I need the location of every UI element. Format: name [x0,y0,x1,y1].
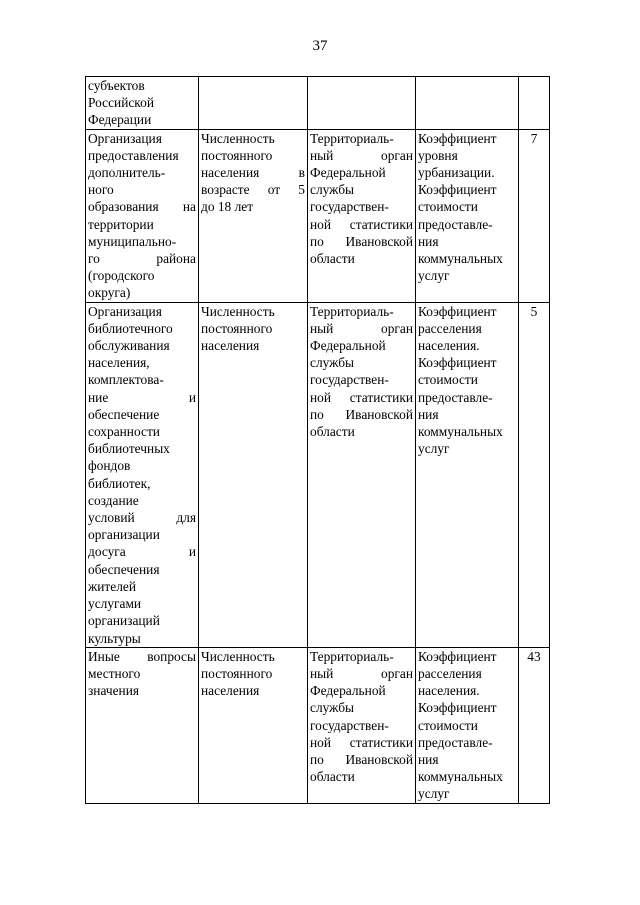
table-cell-col1 [86,129,199,302]
cell-line: ный орган [310,320,413,336]
cell-line: Коэффициент [418,700,497,716]
cell-line: ния [418,751,439,767]
cell-line: услугами [88,596,142,612]
cell-line: Федеральной [310,683,386,699]
table-cell-col1 [86,302,199,647]
table-cell-col5 [519,77,550,130]
table-cell-col3 [308,302,416,647]
cell-line: расселения [418,665,482,681]
cell-line: библиотек, [88,475,151,491]
cell-line: Численность [201,648,275,664]
cell-line: Организация [88,130,162,146]
cell-line: стоимости [418,199,478,215]
table-cell-col2 [199,129,308,302]
cell-line: службы [310,182,355,198]
cell-line: постоянного [201,665,273,681]
table-cell-col3 [308,77,416,130]
table-cell-col5: 7 [519,129,550,302]
cell-line: обеспечения [88,561,160,577]
cell-line: муниципально- [88,233,177,249]
cell-line: области [310,769,355,785]
cell-line: создание [88,492,139,508]
cell-line: жителей [88,578,137,594]
cell-line: службы [310,700,355,716]
cell-line: услуг [418,268,450,284]
cell-line: стоимости [418,372,478,388]
cell-line: ние и [88,389,196,405]
cell-line: постоянного [201,147,273,163]
cell-line: области [310,251,355,267]
cell-line: дополнитель- [88,165,166,181]
cell-line: ного [88,182,114,198]
cell-line: урбанизации. [418,165,495,181]
cell-line: территории [88,216,154,232]
cell-line: библиотечного [88,320,173,336]
cell-line: области [310,424,355,440]
cell-line: до 18 лет [201,199,254,215]
cell-line: Организация [88,303,162,319]
cell-line: Коэффициент [418,182,497,198]
cell-line: предоставле- [418,734,493,750]
cell-line: ния [418,233,439,249]
cell-line: субъектов [88,78,145,93]
cell-line: Территориаль- [310,648,394,664]
cell-line: организаций [88,613,160,629]
cell-line: фондов [88,458,131,474]
cell-line: населения. [418,683,480,699]
cell-line: услуг [418,786,450,802]
table-cell-col1 [86,77,199,130]
cell-line: Территориаль- [310,130,394,146]
cell-line: коммунальных [418,251,503,267]
cell-line: Иные вопросы [88,648,196,664]
cell-line: организации [88,527,160,543]
cell-line: Численность [201,130,275,146]
cell-line: ной статистики [310,734,413,750]
table-cell-col2 [199,77,308,130]
cell-line: ния [418,406,439,422]
cell-line: ный орган [310,665,413,681]
cell-line: досуга и [88,544,196,560]
data-table [85,76,550,804]
cell-line: населения [201,338,260,354]
cell-line: возрасте от 5 [201,182,305,198]
table-cell-col3 [308,129,416,302]
cell-line: стоимости [418,717,478,733]
cell-line: предоставле- [418,389,493,405]
table-row [86,647,550,803]
cell-line: населения. [418,338,480,354]
cell-line: значения [88,683,140,699]
cell-line: Территориаль- [310,303,394,319]
cell-line: обслуживания [88,338,170,354]
table-cell-col4 [416,77,519,130]
cell-line: Федеральной [310,338,386,354]
table-body [86,77,550,804]
cell-line: Численность [201,303,275,319]
page-number: 37 [312,38,328,54]
cell-line: населения [201,683,260,699]
cell-line: ной статистики [310,389,413,405]
table-cell-col5: 5 [519,302,550,647]
cell-line: (городского [88,268,155,284]
cell-line: населения в [201,165,305,181]
cell-line: Коэффициент [418,648,497,664]
cell-line: по Ивановской [310,406,413,422]
table-cell-col4 [416,647,519,803]
cell-line: Федерации [88,112,152,128]
cell-line: услуг [418,441,450,457]
table-row [86,302,550,647]
cell-line: библиотечных [88,441,170,457]
cell-line: коммунальных [418,769,503,785]
cell-line: постоянного [201,320,273,336]
cell-line: Коэффициент [418,303,497,319]
table-cell-col4 [416,129,519,302]
cell-line: культуры [88,630,141,646]
cell-line: предоставле- [418,216,493,232]
cell-line: государствен- [310,717,389,733]
cell-line: го района [88,251,196,267]
cell-line: Коэффициент [418,130,497,146]
cell-line: образования на [88,199,196,215]
cell-line: Российской [88,95,154,111]
cell-line: расселения [418,320,482,336]
table-cell-col3 [308,647,416,803]
table-cell-col5: 43 [519,647,550,803]
table-row [86,77,550,130]
table-cell-col2 [199,647,308,803]
cell-line: условий для [88,510,196,526]
cell-line: предоставления [88,147,179,163]
cell-line: ный орган [310,147,413,163]
cell-line: государствен- [310,199,389,215]
table-cell-col1 [86,647,199,803]
cell-line: коммунальных [418,424,503,440]
cell-line: государствен- [310,372,389,388]
cell-line: уровня [418,147,458,163]
table-cell-col2 [199,302,308,647]
cell-line: обеспечение [88,406,160,422]
table-cell-col4 [416,302,519,647]
cell-line: комплектова- [88,372,164,388]
cell-line: Федеральной [310,165,386,181]
cell-line: Коэффициент [418,355,497,371]
cell-line: сохранности [88,424,160,440]
cell-line: по Ивановской [310,751,413,767]
table-row [86,129,550,302]
cell-line: округа) [88,285,131,301]
cell-line: по Ивановской [310,233,413,249]
cell-line: службы [310,355,355,371]
cell-line: населения, [88,355,150,371]
cell-line: местного [88,665,141,681]
cell-line: ной статистики [310,216,413,232]
